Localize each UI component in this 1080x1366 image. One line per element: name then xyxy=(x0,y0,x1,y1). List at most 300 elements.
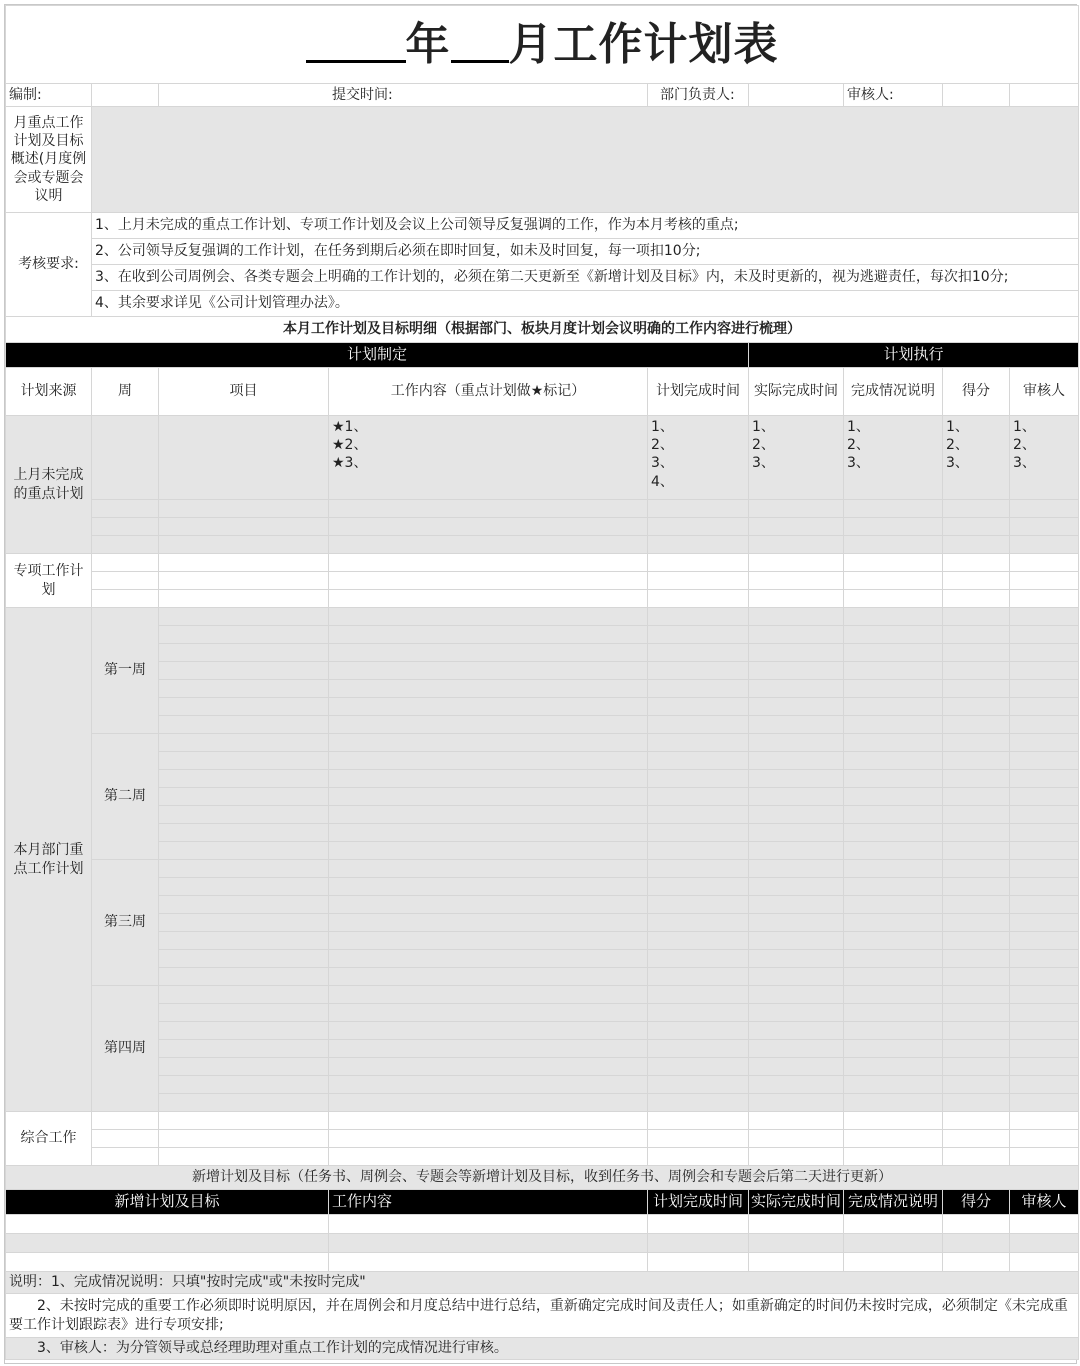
cell[interactable] xyxy=(329,554,648,572)
cell[interactable] xyxy=(749,554,844,572)
cell[interactable] xyxy=(749,500,844,518)
cell[interactable] xyxy=(648,968,749,986)
cell[interactable] xyxy=(159,878,329,896)
cell[interactable] xyxy=(329,698,648,716)
cell[interactable] xyxy=(943,518,1010,536)
cell[interactable] xyxy=(159,518,329,536)
cell[interactable] xyxy=(159,824,329,842)
cell[interactable] xyxy=(943,1040,1010,1058)
cell[interactable] xyxy=(943,932,1010,950)
cell[interactable] xyxy=(1010,698,1079,716)
cell[interactable] xyxy=(159,1040,329,1058)
cell[interactable] xyxy=(749,1148,844,1166)
last-month-status[interactable] xyxy=(844,416,943,500)
editor-field[interactable] xyxy=(92,84,159,107)
cell[interactable] xyxy=(749,986,844,1004)
cell[interactable] xyxy=(749,932,844,950)
cell[interactable] xyxy=(329,896,648,914)
cell[interactable] xyxy=(943,788,1010,806)
cell[interactable] xyxy=(1010,1112,1079,1130)
cell[interactable] xyxy=(749,788,844,806)
cell[interactable] xyxy=(1010,1058,1079,1076)
cell[interactable] xyxy=(159,950,329,968)
cell[interactable] xyxy=(1010,572,1079,590)
cell[interactable] xyxy=(1010,968,1079,986)
cell[interactable] xyxy=(159,896,329,914)
cell[interactable] xyxy=(329,770,648,788)
cell[interactable] xyxy=(844,1004,943,1022)
cell[interactable] xyxy=(1010,842,1079,860)
cell[interactable] xyxy=(844,626,943,644)
cell[interactable] xyxy=(648,626,749,644)
cell[interactable] xyxy=(749,968,844,986)
cell[interactable] xyxy=(844,716,943,734)
cell[interactable] xyxy=(92,518,159,536)
cell[interactable] xyxy=(648,842,749,860)
cell[interactable] xyxy=(159,788,329,806)
cell[interactable] xyxy=(329,608,648,626)
cell[interactable] xyxy=(329,1234,648,1253)
cell[interactable] xyxy=(844,770,943,788)
cell[interactable] xyxy=(648,1076,749,1094)
cell[interactable] xyxy=(943,1130,1010,1148)
cell[interactable] xyxy=(844,1076,943,1094)
cell[interactable] xyxy=(844,842,943,860)
cell[interactable] xyxy=(1010,896,1079,914)
cell[interactable] xyxy=(1010,1076,1079,1094)
last-month-score[interactable] xyxy=(943,416,1010,500)
cell[interactable] xyxy=(159,1004,329,1022)
cell[interactable] xyxy=(749,914,844,932)
cell[interactable] xyxy=(329,878,648,896)
cell[interactable] xyxy=(844,1040,943,1058)
cell[interactable] xyxy=(1010,752,1079,770)
cell[interactable] xyxy=(943,626,1010,644)
cell[interactable] xyxy=(329,572,648,590)
cell[interactable] xyxy=(749,1253,844,1272)
cell[interactable] xyxy=(648,1215,749,1234)
cell[interactable] xyxy=(329,932,648,950)
cell[interactable] xyxy=(329,860,648,878)
cell[interactable] xyxy=(329,986,648,1004)
cell[interactable] xyxy=(648,1148,749,1166)
cell[interactable] xyxy=(159,698,329,716)
cell[interactable] xyxy=(1010,680,1079,698)
cell[interactable] xyxy=(1010,878,1079,896)
cell[interactable] xyxy=(159,932,329,950)
cell[interactable] xyxy=(749,590,844,608)
cell[interactable] xyxy=(943,554,1010,572)
cell[interactable] xyxy=(159,662,329,680)
cell[interactable] xyxy=(1010,986,1079,1004)
cell[interactable] xyxy=(648,770,749,788)
cell[interactable] xyxy=(648,590,749,608)
cell[interactable] xyxy=(943,500,1010,518)
cell[interactable] xyxy=(329,950,648,968)
cell[interactable] xyxy=(749,1112,844,1130)
cell[interactable] xyxy=(1010,590,1079,608)
cell[interactable] xyxy=(329,1094,648,1112)
cell[interactable] xyxy=(1010,536,1079,554)
cell[interactable] xyxy=(648,896,749,914)
cell[interactable] xyxy=(648,824,749,842)
cell[interactable] xyxy=(648,698,749,716)
cell[interactable] xyxy=(844,572,943,590)
cell[interactable] xyxy=(749,608,844,626)
cell[interactable] xyxy=(6,1253,329,1272)
cell[interactable] xyxy=(749,1130,844,1148)
cell[interactable] xyxy=(943,734,1010,752)
cell[interactable] xyxy=(844,1215,943,1234)
cell[interactable] xyxy=(648,536,749,554)
cell[interactable] xyxy=(159,860,329,878)
cell[interactable] xyxy=(648,1130,749,1148)
cell[interactable] xyxy=(329,824,648,842)
cell[interactable] xyxy=(6,1215,329,1234)
cell[interactable] xyxy=(329,1130,648,1148)
cell[interactable] xyxy=(1010,662,1079,680)
cell[interactable] xyxy=(1010,806,1079,824)
cell[interactable] xyxy=(648,572,749,590)
cell[interactable] xyxy=(159,716,329,734)
cell[interactable] xyxy=(1010,770,1079,788)
cell[interactable] xyxy=(329,914,648,932)
cell[interactable] xyxy=(844,752,943,770)
cell[interactable] xyxy=(943,644,1010,662)
dept-head-field[interactable] xyxy=(749,84,844,107)
cell[interactable] xyxy=(1010,860,1079,878)
cell[interactable] xyxy=(844,518,943,536)
cell[interactable] xyxy=(329,500,648,518)
cell[interactable] xyxy=(844,950,943,968)
cell[interactable] xyxy=(943,1148,1010,1166)
cell[interactable] xyxy=(1010,554,1079,572)
cell[interactable] xyxy=(844,644,943,662)
cell[interactable] xyxy=(749,662,844,680)
cell[interactable] xyxy=(749,950,844,968)
cell[interactable] xyxy=(159,770,329,788)
cell[interactable] xyxy=(943,860,1010,878)
cell[interactable] xyxy=(749,626,844,644)
cell[interactable] xyxy=(329,752,648,770)
cell[interactable] xyxy=(159,968,329,986)
cell[interactable] xyxy=(844,968,943,986)
cell[interactable] xyxy=(159,554,329,572)
cell[interactable] xyxy=(1010,734,1079,752)
cell[interactable] xyxy=(1010,932,1079,950)
cell[interactable] xyxy=(943,1215,1010,1234)
cell[interactable] xyxy=(844,806,943,824)
cell[interactable] xyxy=(329,806,648,824)
last-month-content[interactable] xyxy=(329,416,648,500)
cell[interactable] xyxy=(749,536,844,554)
cell[interactable] xyxy=(329,590,648,608)
cell[interactable] xyxy=(844,662,943,680)
cell[interactable] xyxy=(1010,1215,1079,1234)
cell[interactable] xyxy=(844,788,943,806)
cell[interactable] xyxy=(329,968,648,986)
cell[interactable] xyxy=(159,680,329,698)
cell[interactable] xyxy=(648,932,749,950)
cell[interactable] xyxy=(92,590,159,608)
cell[interactable] xyxy=(943,878,1010,896)
cell[interactable] xyxy=(1010,788,1079,806)
cell[interactable] xyxy=(329,644,648,662)
cell[interactable] xyxy=(943,1076,1010,1094)
cell[interactable] xyxy=(159,626,329,644)
cell[interactable] xyxy=(648,752,749,770)
cell[interactable] xyxy=(749,1215,844,1234)
cell[interactable] xyxy=(943,896,1010,914)
cell[interactable] xyxy=(159,1112,329,1130)
cell[interactable] xyxy=(943,680,1010,698)
cell[interactable] xyxy=(159,416,329,500)
cell[interactable] xyxy=(329,716,648,734)
cell[interactable] xyxy=(1010,644,1079,662)
cell[interactable] xyxy=(749,842,844,860)
cell[interactable] xyxy=(1010,1004,1079,1022)
cell[interactable] xyxy=(749,716,844,734)
cell[interactable] xyxy=(159,608,329,626)
cell[interactable] xyxy=(159,644,329,662)
cell[interactable] xyxy=(749,698,844,716)
cell[interactable] xyxy=(844,986,943,1004)
cell[interactable] xyxy=(648,1004,749,1022)
cell[interactable] xyxy=(943,590,1010,608)
cell[interactable] xyxy=(943,572,1010,590)
cell[interactable] xyxy=(844,608,943,626)
cell[interactable] xyxy=(159,572,329,590)
cell[interactable] xyxy=(844,1130,943,1148)
cell[interactable] xyxy=(329,842,648,860)
cell[interactable] xyxy=(648,1234,749,1253)
cell[interactable] xyxy=(329,1004,648,1022)
cell[interactable] xyxy=(648,554,749,572)
cell[interactable] xyxy=(943,608,1010,626)
cell[interactable] xyxy=(844,1234,943,1253)
cell[interactable] xyxy=(943,968,1010,986)
cell[interactable] xyxy=(1010,824,1079,842)
cell[interactable] xyxy=(749,1234,844,1253)
cell[interactable] xyxy=(943,842,1010,860)
cell[interactable] xyxy=(749,896,844,914)
cell[interactable] xyxy=(943,662,1010,680)
cell[interactable] xyxy=(1010,716,1079,734)
cell[interactable] xyxy=(648,1040,749,1058)
cell[interactable] xyxy=(329,1022,648,1040)
cell[interactable] xyxy=(749,734,844,752)
cell[interactable] xyxy=(943,1234,1010,1253)
cell[interactable] xyxy=(943,914,1010,932)
cell[interactable] xyxy=(648,644,749,662)
cell[interactable] xyxy=(648,680,749,698)
cell[interactable] xyxy=(749,752,844,770)
cell[interactable] xyxy=(159,536,329,554)
cell[interactable] xyxy=(329,626,648,644)
cell[interactable] xyxy=(329,662,648,680)
cell[interactable] xyxy=(329,1253,648,1272)
cell[interactable] xyxy=(844,932,943,950)
cell[interactable] xyxy=(844,1112,943,1130)
cell[interactable] xyxy=(844,1094,943,1112)
cell[interactable] xyxy=(159,734,329,752)
cell[interactable] xyxy=(648,518,749,536)
cell[interactable] xyxy=(648,662,749,680)
cell[interactable] xyxy=(92,1148,159,1166)
cell[interactable] xyxy=(1010,1148,1079,1166)
cell[interactable] xyxy=(329,1076,648,1094)
cell[interactable] xyxy=(749,1094,844,1112)
cell[interactable] xyxy=(159,986,329,1004)
cell[interactable] xyxy=(329,536,648,554)
cell[interactable] xyxy=(159,500,329,518)
cell[interactable] xyxy=(749,824,844,842)
cell[interactable] xyxy=(159,1058,329,1076)
cell[interactable] xyxy=(749,770,844,788)
cell[interactable] xyxy=(749,1058,844,1076)
cell[interactable] xyxy=(329,1112,648,1130)
cell[interactable] xyxy=(648,716,749,734)
cell[interactable] xyxy=(943,1253,1010,1272)
cell[interactable] xyxy=(329,518,648,536)
month-blank[interactable] xyxy=(451,15,509,63)
cell[interactable] xyxy=(943,950,1010,968)
cell[interactable] xyxy=(1010,950,1079,968)
last-month-plan-time[interactable] xyxy=(648,416,749,500)
cell[interactable] xyxy=(943,752,1010,770)
cell[interactable] xyxy=(943,986,1010,1004)
cell[interactable] xyxy=(943,716,1010,734)
cell[interactable] xyxy=(159,914,329,932)
cell[interactable] xyxy=(1010,626,1079,644)
cell[interactable] xyxy=(844,1022,943,1040)
cell[interactable] xyxy=(159,590,329,608)
cell[interactable] xyxy=(1010,914,1079,932)
cell[interactable] xyxy=(159,1130,329,1148)
cell[interactable] xyxy=(1010,1040,1079,1058)
cell[interactable] xyxy=(648,1094,749,1112)
last-month-actual-time[interactable] xyxy=(749,416,844,500)
cell[interactable] xyxy=(329,1148,648,1166)
cell[interactable] xyxy=(749,1022,844,1040)
cell[interactable] xyxy=(329,680,648,698)
cell[interactable] xyxy=(159,842,329,860)
cell[interactable] xyxy=(1010,1253,1079,1272)
cell[interactable] xyxy=(844,1253,943,1272)
cell[interactable] xyxy=(648,914,749,932)
cell[interactable] xyxy=(159,752,329,770)
cell[interactable] xyxy=(844,500,943,518)
cell[interactable] xyxy=(648,860,749,878)
cell[interactable] xyxy=(844,1148,943,1166)
cell[interactable] xyxy=(159,1076,329,1094)
cell[interactable] xyxy=(1010,1130,1079,1148)
cell[interactable] xyxy=(844,734,943,752)
cell[interactable] xyxy=(1010,518,1079,536)
cell[interactable] xyxy=(92,536,159,554)
cell[interactable] xyxy=(749,878,844,896)
cell[interactable] xyxy=(943,698,1010,716)
cell[interactable] xyxy=(844,590,943,608)
cell[interactable] xyxy=(943,1058,1010,1076)
cell[interactable] xyxy=(159,1022,329,1040)
cell[interactable] xyxy=(749,680,844,698)
cell[interactable] xyxy=(749,1040,844,1058)
cell[interactable] xyxy=(844,914,943,932)
cell[interactable] xyxy=(92,1130,159,1148)
cell[interactable] xyxy=(1010,1022,1079,1040)
cell[interactable] xyxy=(943,824,1010,842)
cell[interactable] xyxy=(943,806,1010,824)
cell[interactable] xyxy=(159,1148,329,1166)
cell[interactable] xyxy=(844,860,943,878)
cell[interactable] xyxy=(943,536,1010,554)
cell[interactable] xyxy=(844,824,943,842)
cell[interactable] xyxy=(6,1234,329,1253)
cell[interactable] xyxy=(844,698,943,716)
cell[interactable] xyxy=(329,1058,648,1076)
cell[interactable] xyxy=(648,500,749,518)
cell[interactable] xyxy=(844,536,943,554)
cell[interactable] xyxy=(648,608,749,626)
cell[interactable] xyxy=(648,986,749,1004)
cell[interactable] xyxy=(749,572,844,590)
year-blank[interactable] xyxy=(306,15,406,63)
cell[interactable] xyxy=(92,1112,159,1130)
cell[interactable] xyxy=(844,554,943,572)
cell[interactable] xyxy=(749,860,844,878)
last-month-reviewer[interactable] xyxy=(1010,416,1079,500)
cell[interactable] xyxy=(1010,608,1079,626)
cell[interactable] xyxy=(329,1040,648,1058)
cell[interactable] xyxy=(648,950,749,968)
cell[interactable] xyxy=(943,1094,1010,1112)
cell[interactable] xyxy=(92,554,159,572)
cell[interactable] xyxy=(844,680,943,698)
cell[interactable] xyxy=(749,806,844,824)
cell[interactable] xyxy=(329,1215,648,1234)
cell[interactable] xyxy=(92,572,159,590)
cell[interactable] xyxy=(648,806,749,824)
cell[interactable] xyxy=(329,734,648,752)
cell[interactable] xyxy=(648,1253,749,1272)
cell[interactable] xyxy=(92,500,159,518)
cell[interactable] xyxy=(844,896,943,914)
cell[interactable] xyxy=(92,416,159,500)
cell[interactable] xyxy=(1010,500,1079,518)
cell[interactable] xyxy=(943,1022,1010,1040)
cell[interactable] xyxy=(648,788,749,806)
cell[interactable] xyxy=(943,770,1010,788)
cell[interactable] xyxy=(648,878,749,896)
reviewer-field[interactable] xyxy=(943,84,1010,107)
cell[interactable] xyxy=(159,806,329,824)
overview-field[interactable] xyxy=(92,107,1079,213)
cell[interactable] xyxy=(159,1094,329,1112)
cell[interactable] xyxy=(844,878,943,896)
cell[interactable] xyxy=(648,1058,749,1076)
cell[interactable] xyxy=(648,1022,749,1040)
cell[interactable] xyxy=(943,1004,1010,1022)
cell[interactable] xyxy=(943,1112,1010,1130)
cell[interactable] xyxy=(1010,1234,1079,1253)
cell[interactable] xyxy=(844,1058,943,1076)
cell[interactable] xyxy=(749,644,844,662)
cell[interactable] xyxy=(648,734,749,752)
cell[interactable] xyxy=(1010,1094,1079,1112)
cell[interactable] xyxy=(749,1076,844,1094)
cell[interactable] xyxy=(329,788,648,806)
